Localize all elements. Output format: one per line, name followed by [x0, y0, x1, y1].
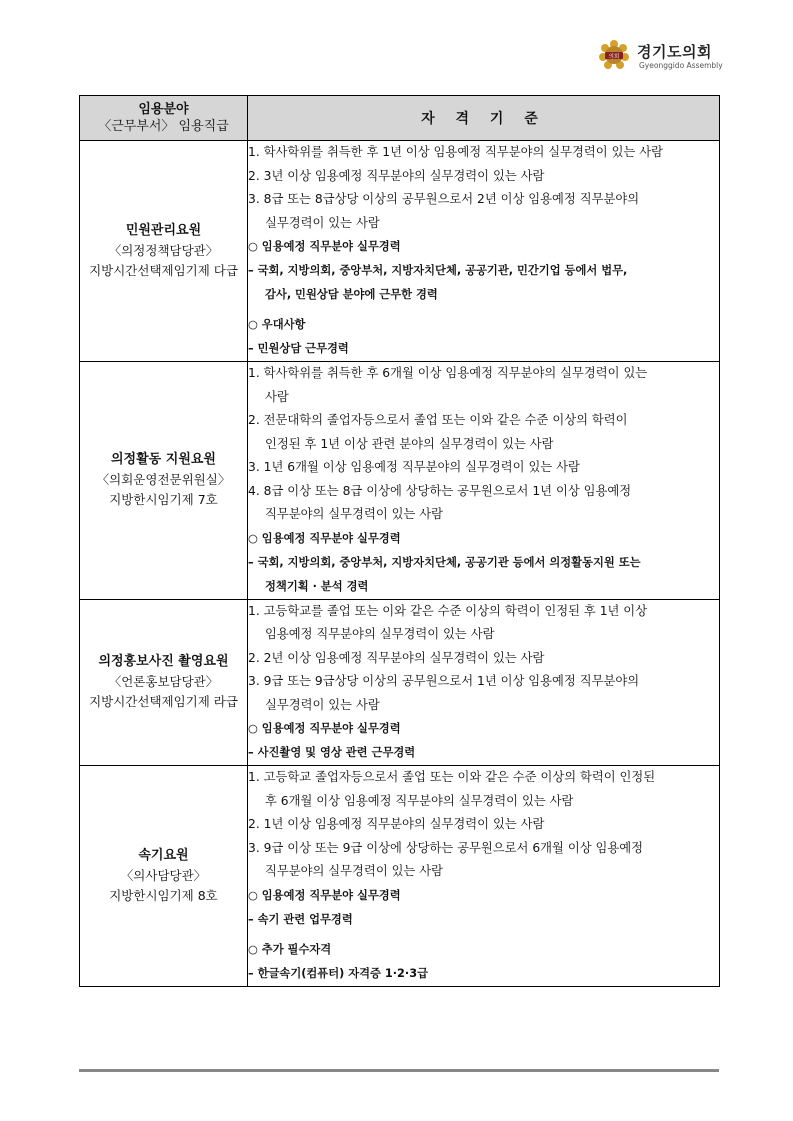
criteria-item: 3. 9급 이상 또는 9급 이상에 상당하는 공무원으로서 6개월 이상 임용예정: [248, 840, 644, 855]
emblem-text: 의회: [608, 54, 620, 60]
assembly-logo: [598, 39, 723, 79]
criteria-note: ○ 임용예정 직무분야 실무경력: [248, 722, 401, 735]
criteria-item: 3. 9급 또는 9급상당 이상의 공무원으로서 1년 이상 임용예정 직무분야의: [248, 674, 640, 688]
table-header-row: [80, 96, 720, 141]
criteria-item: 실무경력이 있는 사람: [265, 697, 380, 712]
position-title: 속기요원: [138, 847, 189, 863]
footer-rule: [79, 1069, 719, 1072]
criteria-cell: [248, 599, 720, 766]
position-cell: [80, 362, 248, 600]
criteria-item: 3. 8급 또는 8급상당 이상의 공무원으로서 2년 이상 임용예정 직무분야의: [248, 192, 640, 206]
criteria-item: 2. 1년 이상 임용예정 직무분야의 실무경력이 있는 사람: [248, 817, 545, 831]
position-cell: [80, 766, 248, 987]
criteria-note: – 국회, 지방의회, 중앙부처, 지방자치단체, 공공기관, 민간기업 등에서 법무,: [248, 264, 628, 277]
criteria-cell: [248, 141, 720, 362]
header-criteria-label: 자 격 기 준: [248, 96, 720, 141]
position-grade: 지방시간선택제임기제 라급: [89, 694, 238, 710]
criteria-item: 실무경력이 있는 사람: [265, 215, 380, 230]
header-field-cell: [80, 96, 248, 141]
criteria-note: ○ 임용예정 직무분야 실무경력: [248, 531, 401, 545]
criteria-item: 2. 2년 이상 임용예정 직무분야의 실무경력이 있는 사람: [248, 650, 545, 665]
criteria-item: 직무분야의 실무경력이 있는 사람: [265, 507, 444, 521]
criteria-item: 후 6개월 이상 임용예정 직무분야의 실무경력이 있는 사람: [265, 793, 574, 808]
criteria-item: 1. 학사학위를 취득한 후 1년 이상 임용예정 직무분야의 실무경력이 있는 사람: [248, 145, 664, 159]
criteria-cell: [248, 362, 720, 600]
position-department: 〈의사담당관〉: [120, 867, 207, 883]
position-department: 〈의회운영전문위원실〉: [96, 472, 231, 488]
table-row: [80, 766, 720, 987]
criteria-item: 1. 고등학교를 졸업 또는 이와 같은 수준 이상의 학력이 인정된 후 1년 이상: [248, 603, 648, 618]
criteria-item: 인정된 후 1년 이상 관련 분야의 실무경력이 있는 사람: [265, 436, 554, 451]
position-grade: 지방한시임기제 7호: [109, 492, 218, 508]
qualification-table: [79, 95, 720, 987]
table-row: [80, 599, 720, 766]
criteria-note: ○ 우대사항: [248, 318, 306, 331]
criteria-note: – 민원상담 근무경력: [248, 342, 349, 355]
position-department: 〈언론홍보담당관〉: [108, 674, 219, 690]
criteria-note: – 속기 관련 업무경력: [248, 912, 353, 926]
criteria-item: 임용예정 직무분야의 실무경력이 있는 사람: [265, 627, 495, 641]
position-grade: 지방시간선택제임기제 다급: [89, 263, 238, 278]
position-grade: 지방한시임기제 8호: [109, 887, 218, 903]
criteria-item: 사람: [265, 389, 289, 404]
header-dept-grade-label: 〈근무부서〉 임용직급: [98, 119, 229, 134]
assembly-emblem-icon: [598, 39, 630, 71]
criteria-item: 2. 전문대학의 졸업자등으로서 졸업 또는 이와 같은 수준 이상의 학력이: [248, 413, 628, 427]
criteria-cell: [248, 766, 720, 987]
logo-name: 경기도의회: [637, 43, 712, 61]
position-cell: [80, 141, 248, 362]
position-title: 의정활동 지원요원: [111, 452, 216, 468]
criteria-note: – 국회, 지방의회, 중앙부처, 지방자치단체, 공공기관 등에서 의정활동지원 또는: [248, 555, 641, 569]
table-row: [80, 362, 720, 600]
criteria-item: 직무분야의 실무경력이 있는 사람: [265, 864, 444, 878]
criteria-item: 4. 8급 이상 또는 8급 이상에 상당하는 공무원으로서 1년 이상 임용예정: [248, 483, 632, 498]
criteria-note: ○ 임용예정 직무분야 실무경력: [248, 240, 401, 253]
logo-name-en: Gyeonggido Assembly: [639, 61, 723, 70]
criteria-note: 감사, 민원상담 분야에 근무한 경력: [265, 288, 438, 301]
criteria-item: 2. 3년 이상 임용예정 직무분야의 실무경력이 있는 사람: [248, 168, 545, 183]
position-title: 민원관리요원: [125, 223, 202, 238]
criteria-note: ○ 추가 필수자격: [248, 942, 332, 956]
table-row: [80, 141, 720, 362]
position-department: 〈의정정책담당관〉: [108, 243, 219, 258]
criteria-note: – 사진촬영 및 영상 관련 근무경력: [248, 746, 416, 759]
criteria-item: 1. 고등학교 졸업자등으로서 졸업 또는 이와 같은 수준 이상의 학력이 인정된: [248, 770, 656, 784]
position-cell: [80, 599, 248, 766]
criteria-note: – 한글속기(컴퓨터) 자격증 1·2·3급: [248, 966, 428, 980]
criteria-item: 1. 학사학위를 취득한 후 6개월 이상 임용예정 직무분야의 실무경력이 있는: [248, 366, 648, 380]
criteria-note: ○ 임용예정 직무분야 실무경력: [248, 888, 401, 902]
criteria-item: 3. 1년 6개월 이상 임용예정 직무분야의 실무경력이 있는 사람: [248, 460, 580, 474]
position-title: 의정홍보사진 촬영요원: [98, 654, 229, 670]
criteria-note: 정책기획 · 분석 경력: [265, 579, 369, 593]
header-field-label: 임용분야: [138, 102, 189, 117]
